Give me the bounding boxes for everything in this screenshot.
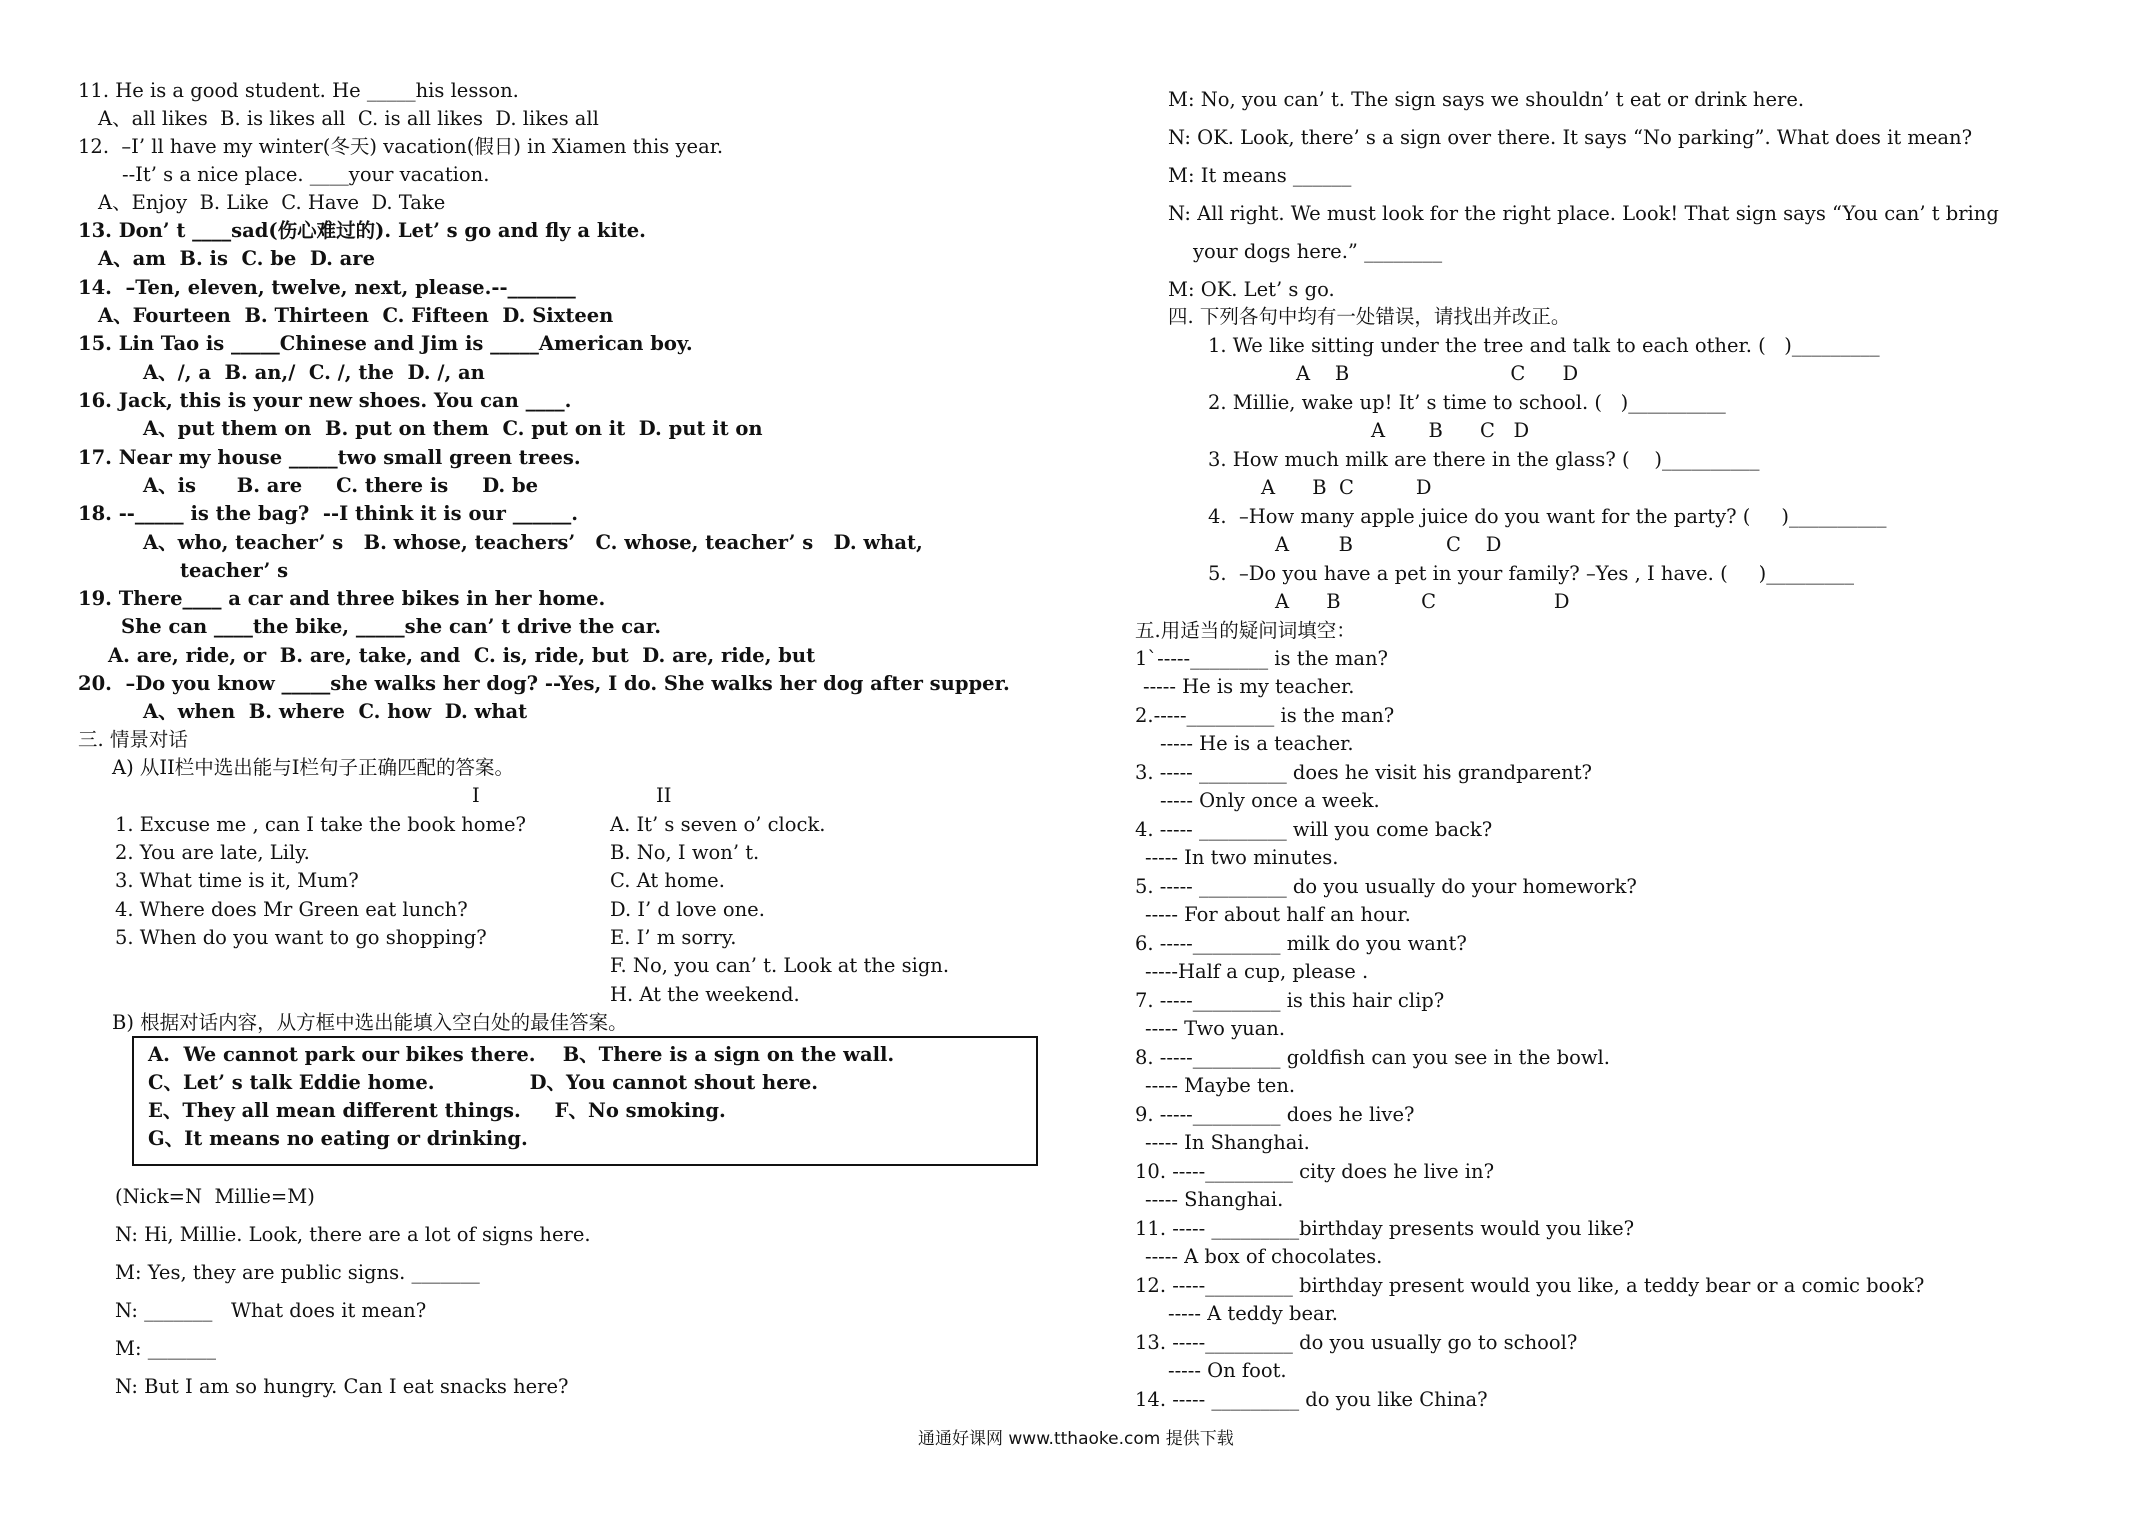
right-line: -----Half a cup, please . — [1145, 960, 1369, 983]
right-line: ----- A teddy bear. — [1168, 1302, 1339, 1325]
answer-options-box — [132, 1036, 1038, 1166]
left-line: N: Hi, Millie. Look, there are a lot of signs here. — [115, 1223, 591, 1246]
right-line: 1. We like sitting under the tree and talk to each other. ( )_________ — [1208, 334, 1880, 357]
left-line: 15. Lin Tao is _____Chinese and Jim is _____American boy. — [78, 332, 693, 355]
left-line: 20. –Do you know _____she walks her dog? --Yes, I do. She walks her dog after supper. — [78, 672, 1010, 695]
right-line: ----- Two yuan. — [1145, 1017, 1286, 1040]
left-line: E. I’ m sorry. — [610, 926, 737, 949]
right-line: 4. –How many apple juice do you want for the party? ( )__________ — [1208, 505, 1887, 528]
left-line: D. I’ d love one. — [610, 898, 765, 921]
left-line: A、Fourteen B. Thirteen C. Fifteen D. Sixteen — [98, 304, 614, 327]
left-line: 三. 情景对话 — [78, 728, 188, 751]
right-line: 5. –Do you have a pet in your family? –Yes , I have. ( )_________ — [1208, 562, 1855, 585]
right-line: A B C D — [1275, 533, 1502, 556]
left-line: 1. Excuse me , can I take the book home? — [115, 813, 527, 836]
left-line: A、is B. are C. there is D. be — [143, 474, 539, 497]
right-line: 3. ----- _________ does he visit his grandparent? — [1135, 761, 1592, 784]
right-line: 10. -----_________ city does he live in? — [1135, 1160, 1495, 1183]
left-line: 14. –Ten, eleven, twelve, next, please.--_______ — [78, 276, 576, 299]
left-line: 2. You are late, Lily. — [115, 841, 310, 864]
right-line: 3. How much milk are there in the glass? ( )__________ — [1208, 448, 1760, 471]
left-line: A、put them on B. put on them C. put on it D. put it on — [143, 417, 763, 440]
right-line: 12. -----_________ birthday present would you like, a teddy bear or a comic book? — [1135, 1274, 1925, 1297]
right-line: 2.-----_________ is the man? — [1135, 704, 1395, 727]
right-line: 五.用适当的疑问词填空： — [1135, 619, 1356, 642]
right-line: 5. ----- _________ do you usually do your homework? — [1135, 875, 1637, 898]
left-line: 12. –I’ ll have my winter(冬天) vacation(假日) in Xiamen this year. — [78, 135, 724, 158]
left-line: I — [472, 784, 480, 807]
left-line: C. At home. — [610, 869, 725, 892]
right-line: ----- A box of chocolates. — [1145, 1245, 1383, 1268]
left-line: M: _______ — [115, 1337, 216, 1360]
right-line: 14. ----- _________ do you like China? — [1135, 1388, 1488, 1411]
right-line: M: No, you can’ t. The sign says we shouldn’ t eat or drink here. — [1168, 88, 1805, 111]
left-line: A. We cannot park our bikes there. B、There is a sign on the wall. — [148, 1043, 895, 1066]
right-line: ----- In two minutes. — [1145, 846, 1339, 869]
right-line: 8. -----_________ goldfish can you see in the bowl. — [1135, 1046, 1610, 1069]
right-line: 1`-----________ is the man? — [1135, 647, 1389, 670]
left-line: A、when B. where C. how D. what — [143, 700, 528, 723]
right-line: N: All right. We must look for the right place. Look! That sign says “You can’ t bring — [1168, 202, 1999, 225]
left-line: 4. Where does Mr Green eat lunch? — [115, 898, 468, 921]
left-line: 18. --_____ is the bag? --I think it is our ______. — [78, 502, 578, 525]
left-line: A) 从II栏中选出能与I栏句子正确匹配的答案。 — [112, 756, 514, 779]
right-line: N: OK. Look, there’ s a sign over there. It says “No parking”. What does it mean? — [1168, 126, 1973, 149]
left-line: She can ____the bike, _____she can’ t drive the car. — [121, 615, 662, 638]
left-line: E、They all mean different things. F、No smoking. — [148, 1099, 726, 1122]
right-line: ----- Only once a week. — [1160, 789, 1380, 812]
right-line: M: OK. Let’ s go. — [1168, 278, 1335, 301]
left-line: --It’ s a nice place. ____your vacation. — [122, 163, 490, 186]
right-line: ----- On foot. — [1168, 1359, 1287, 1382]
right-line: 四. 下列各句中均有一处错误，请找出并改正。 — [1168, 305, 1571, 328]
left-line: A、who, teacher’ s B. whose, teachers’ C. whose, teacher’ s D. what, — [143, 531, 923, 554]
right-line: M: It means ______ — [1168, 164, 1352, 187]
left-line: N: But I am so hungry. Can I eat snacks here? — [115, 1375, 569, 1398]
right-line: ----- He is a teacher. — [1160, 732, 1354, 755]
left-line: B. No, I won’ t. — [610, 841, 760, 864]
left-line: 16. Jack, this is your new shoes. You can ____. — [78, 389, 572, 412]
right-line: 13. -----_________ do you usually go to school? — [1135, 1331, 1578, 1354]
left-line: 11. He is a good student. He _____his lesson. — [78, 79, 519, 102]
right-line: your dogs here.” ________ — [1193, 240, 1443, 263]
left-line: A、Enjoy B. Like C. Have D. Take — [98, 191, 446, 214]
right-line: A B C D — [1261, 476, 1432, 499]
right-line: 6. -----_________ milk do you want? — [1135, 932, 1467, 955]
page-footer: 通通好课网 www.tthaoke.com 提供下载 — [918, 1429, 1234, 1449]
left-line: H. At the weekend. — [610, 983, 800, 1006]
left-line: II — [656, 784, 672, 807]
right-line: 7. -----_________ is this hair clip? — [1135, 989, 1445, 1012]
left-line: G、It means no eating or drinking. — [148, 1127, 528, 1150]
right-line: 4. ----- _________ will you come back? — [1135, 818, 1493, 841]
right-line: ----- Maybe ten. — [1145, 1074, 1296, 1097]
left-line: A、/, a B. an,/ C. /, the D. /, an — [143, 361, 485, 384]
right-line: ----- He is my teacher. — [1143, 675, 1355, 698]
left-line: A、all likes B. is likes all C. is all likes D. likes all — [98, 107, 599, 130]
right-line: 2. Millie, wake up! It’ s time to school. ( )__________ — [1208, 391, 1726, 414]
left-line: 3. What time is it, Mum? — [115, 869, 359, 892]
left-line: 13. Don’ t ____sad(伤心难过的). Let’ s go and fly a kite. — [78, 219, 646, 242]
left-line: M: Yes, they are public signs. _______ — [115, 1261, 480, 1284]
right-line: 9. -----_________ does he live? — [1135, 1103, 1415, 1126]
right-line: A B C D — [1371, 419, 1530, 442]
left-line: C、Let’ s talk Eddie home. D、You cannot shout here. — [148, 1071, 819, 1094]
right-line: ----- Shanghai. — [1145, 1188, 1284, 1211]
right-line: ----- In Shanghai. — [1145, 1131, 1310, 1154]
right-line: A B C D — [1275, 590, 1570, 613]
left-line: teacher’ s — [180, 559, 289, 582]
left-line: 19. There____ a car and three bikes in her home. — [78, 587, 606, 610]
right-line: ----- For about half an hour. — [1145, 903, 1411, 926]
left-line: F. No, you can’ t. Look at the sign. — [610, 954, 950, 977]
right-line: A B C D — [1296, 362, 1579, 385]
left-line: B) 根据对话内容，从方框中选出能填入空白处的最佳答案。 — [112, 1011, 628, 1034]
left-line: N: _______ What does it mean? — [115, 1299, 427, 1322]
right-line: 11. ----- _________birthday presents would you like? — [1135, 1217, 1635, 1240]
left-line: A. It’ s seven o’ clock. — [610, 813, 826, 836]
left-line: (Nick=N Millie=M) — [115, 1185, 315, 1208]
left-line: A、am B. is C. be D. are — [98, 247, 375, 270]
left-line: 5. When do you want to go shopping? — [115, 926, 487, 949]
left-line: 17. Near my house _____two small green trees. — [78, 446, 581, 469]
left-line: A. are, ride, or B. are, take, and C. is, ride, but D. are, ride, but — [108, 644, 816, 667]
